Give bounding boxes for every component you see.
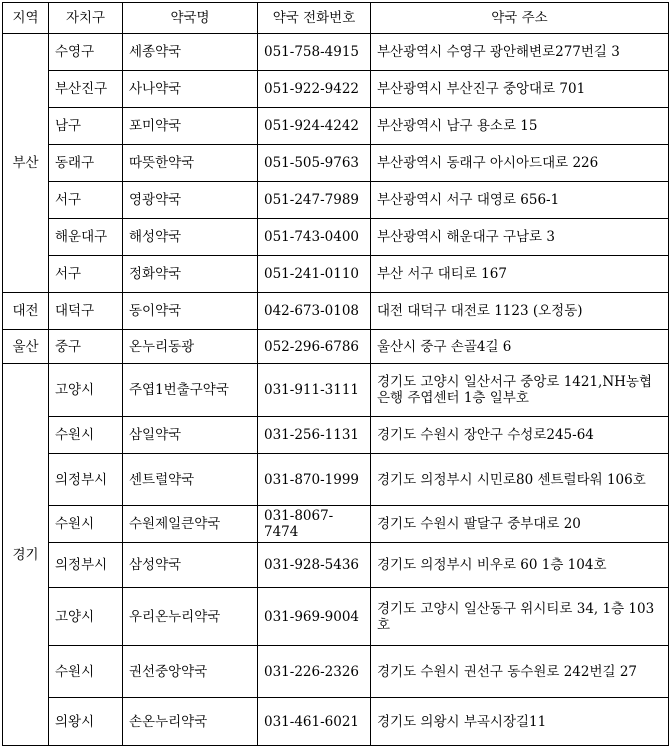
phone-cell: 051-922-9422 [258, 71, 371, 108]
phone-cell: 031-8067-7474 [258, 506, 371, 543]
pharmacy-name-cell: 따뜻한약국 [123, 145, 258, 182]
phone-cell: 052-296-6786 [258, 330, 371, 364]
phone-cell: 051-758-4915 [258, 34, 371, 71]
district-cell: 고양시 [49, 364, 123, 417]
table-row [3, 293, 669, 330]
address-cell: 경기도 수원시 권선구 동수원로 242번길 27 [371, 646, 669, 698]
pharmacy-name-cell: 우리온누리약국 [123, 588, 258, 646]
district-cell: 대덕구 [49, 293, 123, 330]
pharmacy-name-cell: 삼성약국 [123, 543, 258, 588]
table-row [3, 588, 669, 646]
address-cell: 부산광역시 서구 대영로 656-1 [371, 182, 669, 219]
district-cell: 수원시 [49, 506, 123, 543]
district-cell: 해운대구 [49, 219, 123, 256]
district-cell: 의왕시 [49, 698, 123, 746]
pharmacy-name-cell: 포미약국 [123, 108, 258, 145]
region-cell: 울산 [3, 330, 49, 364]
address-cell: 부산광역시 해운대구 구남로 3 [371, 219, 669, 256]
phone-cell: 051-247-7989 [258, 182, 371, 219]
district-cell: 수영구 [49, 34, 123, 71]
address-cell: 부산광역시 동래구 아시아드대로 226 [371, 145, 669, 182]
header-address: 약국 주소 [371, 3, 669, 34]
address-cell: 부산광역시 남구 용소로 15 [371, 108, 669, 145]
district-cell: 수원시 [49, 646, 123, 698]
phone-cell: 031-928-5436 [258, 543, 371, 588]
address-cell: 경기도 의왕시 부곡시장길11 [371, 698, 669, 746]
pharmacy-name-cell: 삼일약국 [123, 417, 258, 454]
table-row [3, 330, 669, 364]
address-cell: 부산광역시 수영구 광안해변로277번길 3 [371, 34, 669, 71]
phone-cell: 031-256-1131 [258, 417, 371, 454]
table-row [3, 34, 669, 71]
phone-cell: 031-969-9004 [258, 588, 371, 646]
phone-cell: 051-505-9763 [258, 145, 371, 182]
pharmacy-name-cell: 정화약국 [123, 256, 258, 293]
district-cell: 서구 [49, 256, 123, 293]
phone-cell: 031-870-1999 [258, 454, 371, 506]
table-row [3, 543, 669, 588]
address-cell: 경기도 수원시 팔달구 중부대로 20 [371, 506, 669, 543]
table-row [3, 182, 669, 219]
pharmacy-name-cell: 수원제일큰약국 [123, 506, 258, 543]
pharmacy-name-cell: 영광약국 [123, 182, 258, 219]
table-row [3, 256, 669, 293]
pharmacy-document [2, 2, 669, 746]
address-cell: 대전 대덕구 대전로 1123 (오정동) [371, 293, 669, 330]
district-cell: 동래구 [49, 145, 123, 182]
phone-cell: 051-743-0400 [258, 219, 371, 256]
region-cell: 대전 [3, 293, 49, 330]
region-cell: 경기 [3, 364, 49, 746]
pharmacy-name-cell: 사나약국 [123, 71, 258, 108]
header-region: 지역 [3, 3, 49, 34]
phone-cell: 051-924-4242 [258, 108, 371, 145]
district-cell: 의정부시 [49, 454, 123, 506]
phone-cell: 051-241-0110 [258, 256, 371, 293]
table-row [3, 219, 669, 256]
pharmacy-name-cell: 센트럴약국 [123, 454, 258, 506]
district-cell: 수원시 [49, 417, 123, 454]
table-row [3, 506, 669, 543]
phone-cell: 031-226-2326 [258, 646, 371, 698]
pharmacy-name-cell: 손온누리약국 [123, 698, 258, 746]
address-cell: 경기도 수원시 장안구 수성로245-64 [371, 417, 669, 454]
pharmacy-name-cell: 해성약국 [123, 219, 258, 256]
pharmacy-table [2, 2, 669, 746]
district-cell: 의정부시 [49, 543, 123, 588]
phone-cell: 031-911-3111 [258, 364, 371, 417]
table-row [3, 71, 669, 108]
address-cell: 부산 서구 대티로 167 [371, 256, 669, 293]
phone-cell: 042-673-0108 [258, 293, 371, 330]
table-row [3, 454, 669, 506]
table-row [3, 108, 669, 145]
table-row [3, 698, 669, 746]
header-phone: 약국 전화번호 [258, 3, 371, 34]
address-cell: 부산광역시 부산진구 중앙대로 701 [371, 71, 669, 108]
district-cell: 서구 [49, 182, 123, 219]
pharmacy-name-cell: 동이약국 [123, 293, 258, 330]
region-cell: 부산 [3, 34, 49, 293]
district-cell: 고양시 [49, 588, 123, 646]
pharmacy-name-cell: 주엽1번출구약국 [123, 364, 258, 417]
address-cell: 경기도 의정부시 시민로80 센트럴타워 106호 [371, 454, 669, 506]
table-row [3, 417, 669, 454]
header-pharmacy-name: 약국명 [123, 3, 258, 34]
district-cell: 남구 [49, 108, 123, 145]
address-cell: 울산시 중구 손골4길 6 [371, 330, 669, 364]
pharmacy-name-cell: 권선중앙약국 [123, 646, 258, 698]
header-row [3, 3, 669, 34]
address-cell: 경기도 고양시 일산서구 중앙로 1421,NH농협은행 주엽센터 1층 일부호 [371, 364, 669, 417]
district-cell: 중구 [49, 330, 123, 364]
district-cell: 부산진구 [49, 71, 123, 108]
phone-cell: 031-461-6021 [258, 698, 371, 746]
header-district: 자치구 [49, 3, 123, 34]
pharmacy-name-cell: 온누리동광 [123, 330, 258, 364]
table-row [3, 364, 669, 417]
address-cell: 경기도 의정부시 비우로 60 1층 104호 [371, 543, 669, 588]
address-cell: 경기도 고양시 일산동구 위시티로 34, 1층 103호 [371, 588, 669, 646]
table-row [3, 145, 669, 182]
table-row [3, 646, 669, 698]
pharmacy-name-cell: 세종약국 [123, 34, 258, 71]
